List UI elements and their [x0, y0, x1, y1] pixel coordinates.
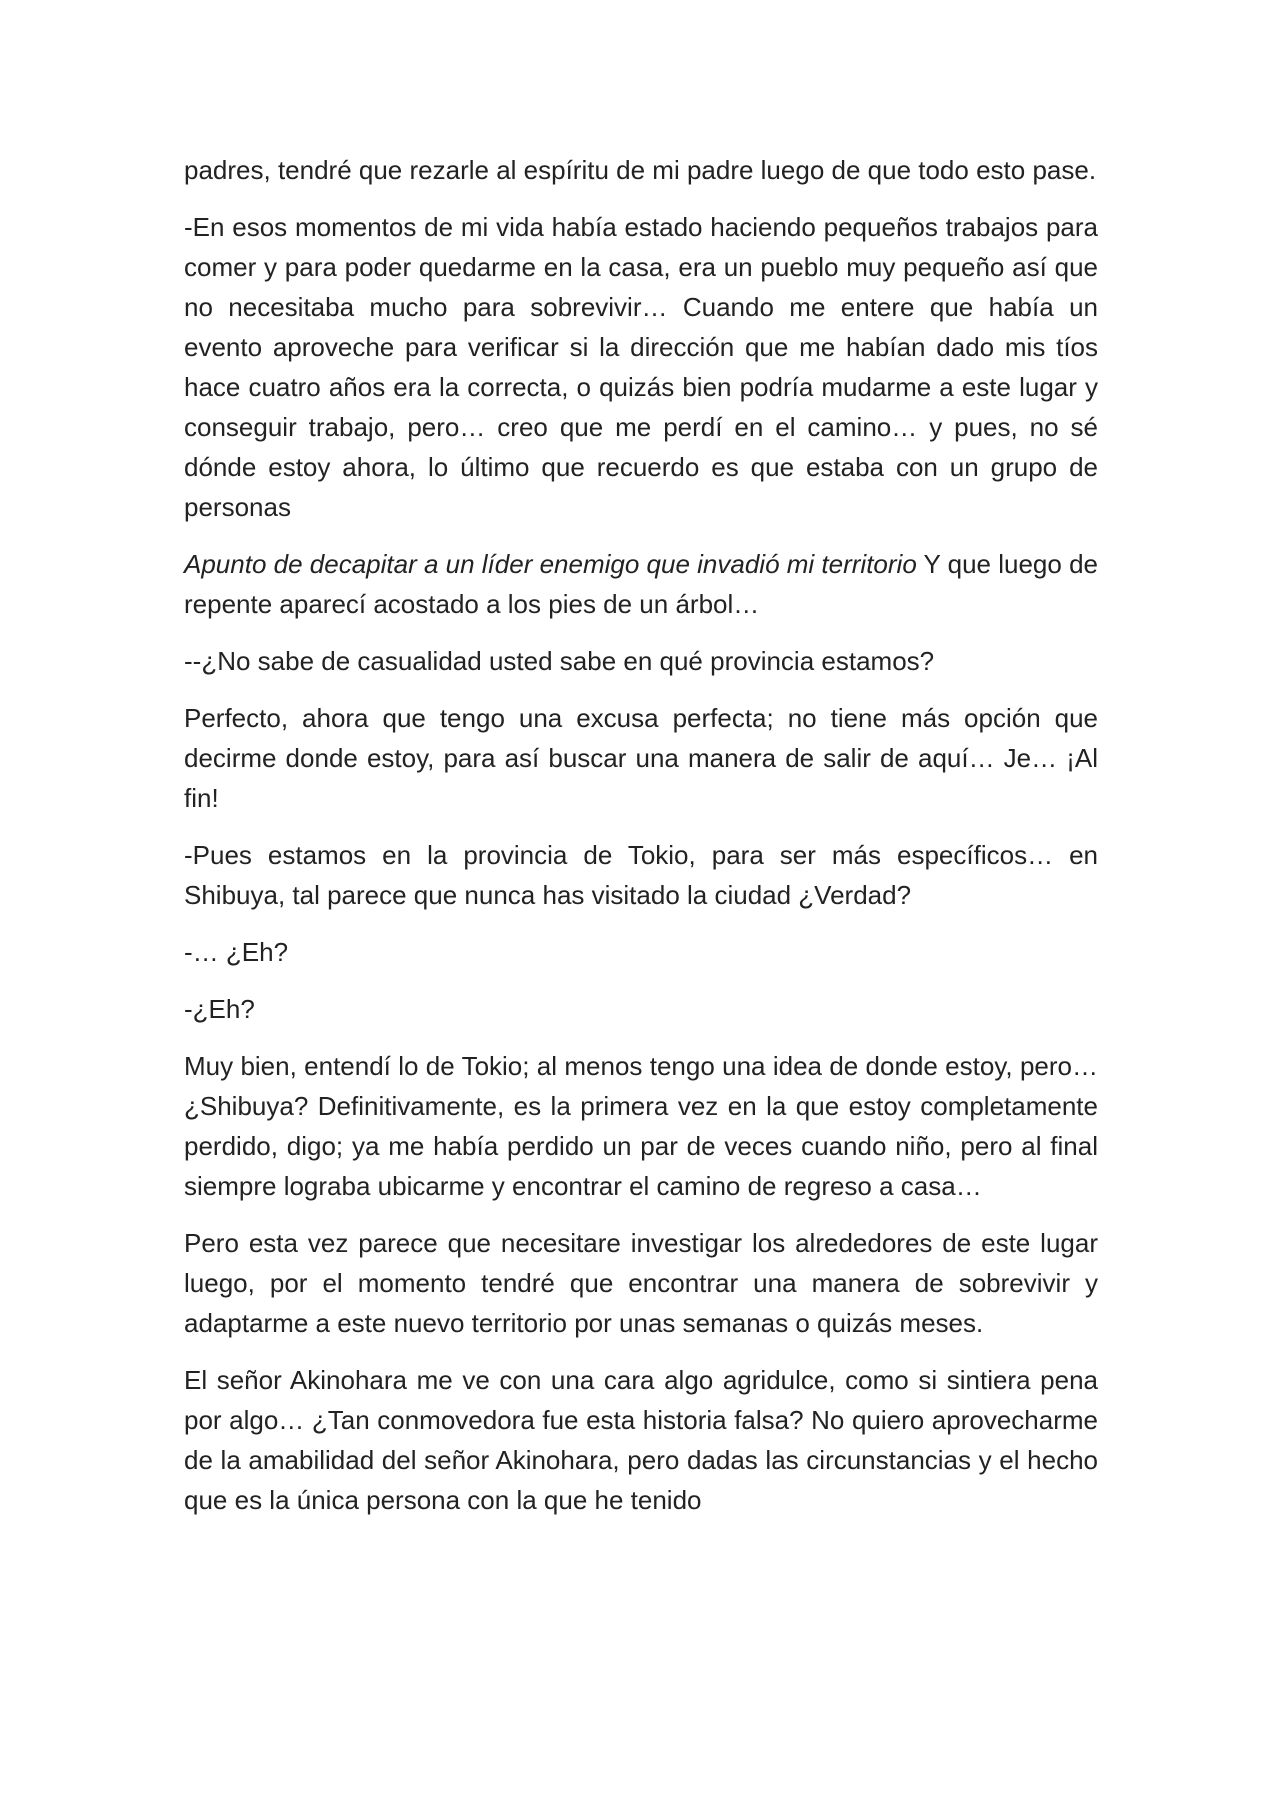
- paragraph-3-text: Y que luego de repente aparecí acostado a los pies de un árbol…: [184, 549, 1098, 619]
- paragraph-3: [184, 544, 1098, 624]
- paragraph-9: Muy bien, entendí lo de Tokio; al menos tengo una idea de donde estoy, pero… ¿Shibuya? Definitivamente, es la primera vez en la que estoy completamente perdido, digo; ya me había perdido un par de veces cuando niño, pero al final siempre lograba ubicarme y encontrar el camino de regreso a casa…: [184, 1051, 1098, 1201]
- paragraph-11: El señor Akinohara me ve con una cara algo agridulce, como si sintiera pena por algo… ¿Tan conmovedora fue esta historia falsa? No quiero aprovecharme de la amabilidad del señor Akinohara, pero dadas las circunstancias y el hecho que es la única persona con la que he tenido: [184, 1365, 1098, 1515]
- paragraph-3-italic: Apunto de decapitar a un líder enemigo que invadió mi territorio: [184, 549, 917, 579]
- paragraph-4: --¿No sabe de casualidad usted sabe en qué provincia estamos?: [184, 646, 935, 676]
- paragraph-10: Pero esta vez parece que necesitare investigar los alrededores de este lugar luego, por el momento tendré que encontrar una manera de sobrevivir y adaptarme a este nuevo territorio por unas semanas o quizás meses.: [184, 1228, 1098, 1338]
- page-text-body: [184, 150, 1098, 1537]
- paragraph-8: -¿Eh?: [184, 994, 255, 1024]
- paragraph-2: -En esos momentos de mi vida había estado haciendo pequeños trabajos para comer y para poder quedarme en la casa, era un pueblo muy pequeño así que no necesitaba mucho para sobrevivir… Cuando me entere que había un evento aproveche para verificar si la dirección que me habían dado mis tíos hace cuatro años era la correcta, o quizás bien podría mudarme a este lugar y conseguir trabajo, pero… creo que me perdí en el camino… y pues, no sé dónde estoy ahora, lo último que recuerdo es que estaba con un grupo de personas: [184, 212, 1098, 522]
- paragraph-7: -… ¿Eh?: [184, 937, 289, 967]
- paragraph-5: Perfecto, ahora que tengo una excusa perfecta; no tiene más opción que decirme donde estoy, para así buscar una manera de salir de aquí… Je… ¡Al fin!: [184, 703, 1098, 813]
- paragraph-1: padres, tendré que rezarle al espíritu de mi padre luego de que todo esto pase.: [184, 155, 1097, 185]
- paragraph-6: -Pues estamos en la provincia de Tokio, para ser más específicos… en Shibuya, tal parece que nunca has visitado la ciudad ¿Verdad?: [184, 840, 1098, 910]
